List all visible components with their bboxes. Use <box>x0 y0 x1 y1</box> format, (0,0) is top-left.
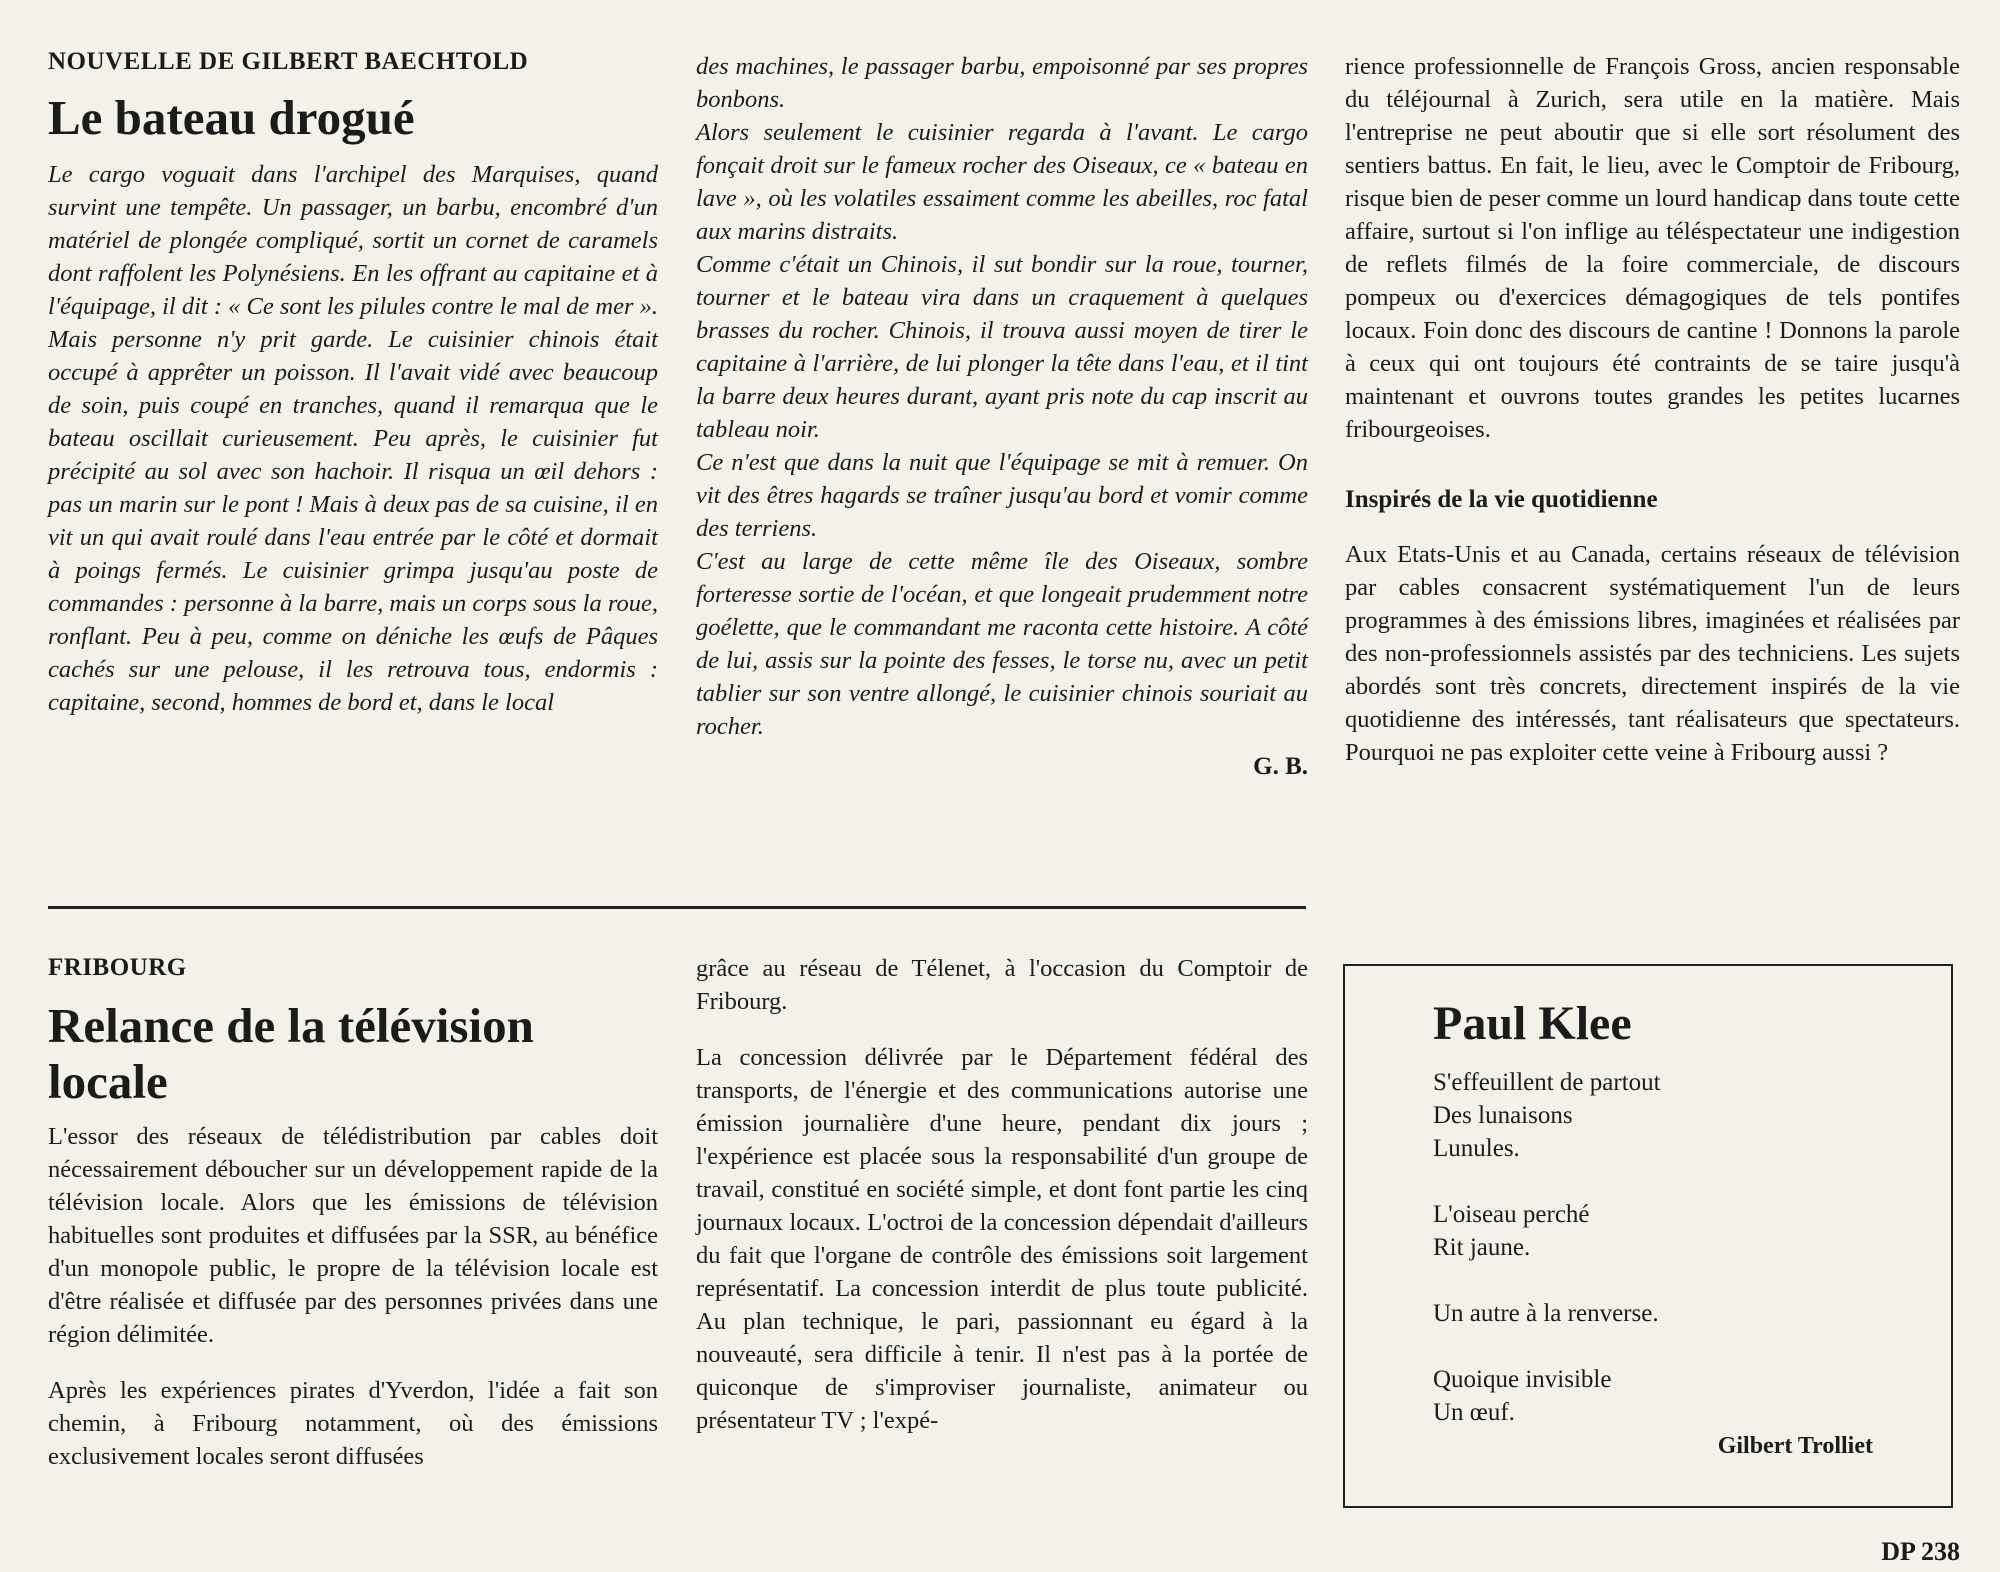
poem-box <box>1343 964 1953 1508</box>
poem-stanza <box>1433 1066 1873 1165</box>
story2-paragraph: grâce au réseau de Télenet, à l'occasion du Comptoir de Fribourg. <box>696 955 1308 1015</box>
story2-paragraph: Après les expériences pirates d'Yverdon, l'idée a fait son chemin, à Fribourg notamment, où des émissions exclusivement locales seront diffusées <box>48 1377 658 1470</box>
story1-kicker: NOUVELLE DE GILBERT BAECHTOLD <box>48 48 529 75</box>
page-number: DP 238 <box>1881 1537 1960 1566</box>
story1-paragraph: Comme c'était un Chinois, il sut bondir sur la roue, tourner, tourner et le bateau vira dans un craquement à quelques brasses du rocher. Chinois, il trouva aussi moyen de tirer le capitaine à l'arrière, de lui plonger la tête dans l'eau, et il tint la barre deux heures durant, ayant pris note du cap inscrit au tableau noir. <box>696 251 1308 443</box>
poem-content <box>1433 996 1873 1484</box>
story2-title <box>48 998 658 1110</box>
story2-paragraph: L'essor des réseaux de télédistribution par cables doit nécessairement déboucher sur un développement rapide de la télévision locale. Alors que les émissions de télévision habituelles sont produites et diffusées par la SSR, au bénéfice d'un monopole public, le propre de la télévision locale est d'être réalisée et diffusée par des personnes privées dans une région délimitée. <box>48 1123 658 1348</box>
story1-title: Le bateau drogué <box>48 90 415 145</box>
story2-continuation-paragraph: rience professionnelle de François Gross, ancien responsable du téléjournal à Zurich, sera utile en la matière. Mais l'entreprise ne peut aboutir que si elle sort résolument des sentiers battus. En fait, le lieu, avec le Comptoir de Fribourg, risque bien de peser comme un lourd handicap dans toute cette affaire, surtout si l'on inflige au téléspectateur une indigestion de reflets filmés de la foire commerciale, de discours pompeux ou d'exercices démagogiques de tels pontifes locaux. Foin donc des discours de cantine ! Donnons la parole à ceux qui ont toujours été contraints de se taire jusqu'à maintenant et ouvrons toutes grandes les petites lucarnes fribourgeoises. <box>1345 53 1961 443</box>
section-subheading: Inspirés de la vie quotidienne <box>1345 486 1658 513</box>
poem-stanza <box>1433 1297 1873 1330</box>
story1-column-1 <box>48 48 658 719</box>
story1-paragraph: Le cargo voguait dans l'archipel des Marquises, quand survint une tempête. Un passager, un barbu, encombré d'un matériel de plongée compliqué, sortit un cornet de caramels dont raffolent les Polynésiens. En les offrant au capitaine et à l'équipage, il dit : « Ce sont les pilules contre le mal de mer ». Mais personne n'y prit garde. Le cuisinier chinois était occupé à apprêter un poisson. Il l'avait vidé avec beaucoup de soin, puis coupé en tranches, quand il remarqua que le bateau oscillait curieusement. Peu après, le cuisinier fut précipité au sol avec son hachoir. Il risqua un œil dehors : pas un marin sur le pont ! Mais à deux pas de sa cuisine, il en vit un qui avait roulé dans l'eau entrée par le côté et dormait à poings fermés. Le cuisinier grimpa jusqu'au poste de commandes : personne à la barre, mais un corps sous la roue, ronflant. Peu à peu, comme on déniche les œufs de Pâques cachés sur une pelouse, il les retrouva tous, endormis : capitaine, second, hommes de bord et, dans le local <box>48 161 658 716</box>
poem-line: Rit jaune. <box>1433 1234 1531 1261</box>
story1-signature: G. B. <box>1253 753 1308 780</box>
poem-line: Un œuf. <box>1433 1399 1515 1426</box>
poem-line: S'effeuillent de partout <box>1433 1069 1661 1096</box>
poem-line: Un autre à la renverse. <box>1433 1300 1659 1327</box>
poem-line: Des lunaisons <box>1433 1102 1573 1129</box>
story2-continuation-paragraph: Aux Etats-Unis et au Canada, certains réseaux de télévision par cables consacrent systématiquement l'un de leurs programmes à des émissions libres, imaginées et réalisées par des non-professionnels assistés par des techniciens. Les sujets abordés sont très concrets, directement inspirés de la vie quotidienne des intéressés, tant réalisateurs que spectateurs. Pourquoi ne pas exploiter cette veine à Fribourg aussi ? <box>1345 541 1960 766</box>
poem-stanza <box>1433 1198 1873 1264</box>
story2-title-line: Relance de la télévision <box>48 998 534 1053</box>
poem-line: Quoique invisible <box>1433 1366 1612 1393</box>
story2-continuation-column <box>1345 50 1960 769</box>
poem-title: Paul Klee <box>1433 997 1632 1050</box>
section-divider <box>48 906 1306 909</box>
story2-title-line: locale <box>48 1054 168 1109</box>
story2-paragraph: La concession délivrée par le Département fédéral des transports, de l'énergie et des communications autorise une émission journalière d'une heure, pendant dix jours ; l'expérience est placée sous la responsabilité d'un groupe de travail, constitué en société simple, et dont font partie les cinq journaux locaux. L'octroi de la concession dépendait d'ailleurs du fait que l'organe de contrôle des émissions soit largement représentatif. La concession interdit de plus toute publicité. Au plan technique, le pari, passionnant eu égard à la nouveauté, sera difficile à tenir. Il n'est pas à la portée de quiconque de s'improviser journaliste, animateur ou présentateur TV ; l'expé- <box>696 1044 1308 1434</box>
story1-paragraph: Alors seulement le cuisinier regarda à l'avant. Le cargo fonçait droit sur le fameux rocher des Oiseaux, ce « bateau en lave », où les volatiles essaiment comme les abeilles, roc fatal aux marins distraits. <box>696 119 1308 245</box>
story1-paragraph: Ce n'est que dans la nuit que l'équipage se mit à remuer. On vit des êtres hagards se traîner jusqu'au bord et vomir comme des terriens. <box>696 449 1308 542</box>
poem-stanza <box>1433 1363 1873 1429</box>
poem-author: Gilbert Trolliet <box>1717 1433 1873 1459</box>
poem-line: Lunules. <box>1433 1135 1520 1162</box>
story1-paragraph: des machines, le passager barbu, empoisonné par ses propres bonbons. <box>696 53 1308 113</box>
story1-paragraph: C'est au large de cette même île des Oiseaux, sombre forteresse sortie de l'océan, et que longeait prudemment notre goélette, que le commandant me raconta cette histoire. A côté de lui, assis sur la pointe des fesses, le torse nu, avec un petit tablier sur son ventre allongé, le cuisinier chinois souriait au rocher. <box>696 548 1308 740</box>
story2-kicker: FRIBOURG <box>48 954 187 981</box>
story1-column-2 <box>696 50 1308 781</box>
story2-column-1 <box>48 954 658 1473</box>
poem-line: L'oiseau perché <box>1433 1201 1590 1228</box>
story2-column-2 <box>696 952 1308 1437</box>
